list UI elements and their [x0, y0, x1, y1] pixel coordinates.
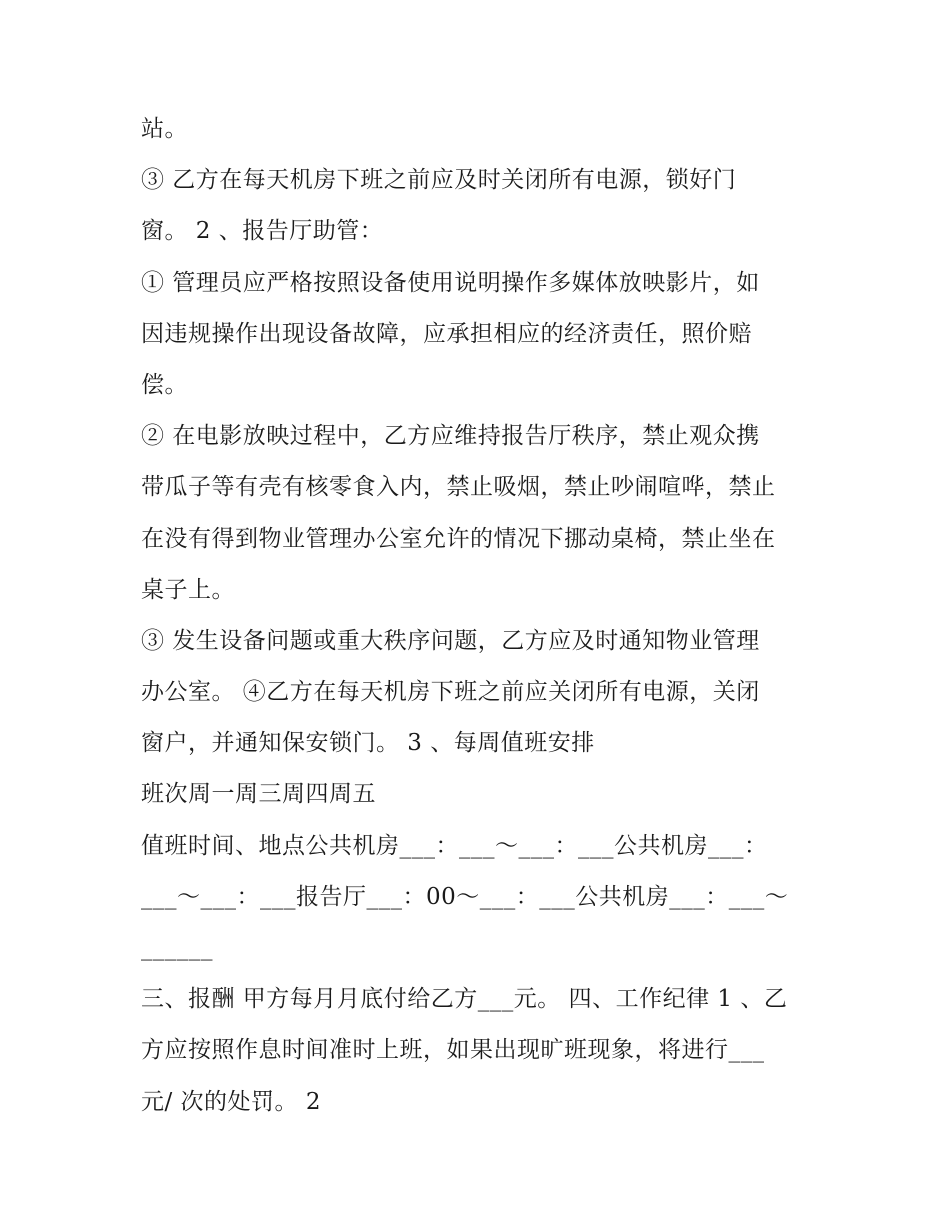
text-line: 办公室。 ④乙方在每天机房下班之前应关闭所有电源，关闭: [141, 679, 760, 706]
text-line: 班次周一周三周四周五: [141, 781, 376, 808]
text-line: ______: [141, 935, 213, 961]
document-body: [141, 104, 821, 1128]
text-line: 在没有得到物业管理办公室允许的情况下挪动桌椅，禁止坐在: [141, 525, 776, 552]
text-line: ③ 乙方在每天机房下班之前应及时关闭所有电源，锁好门: [141, 167, 737, 194]
text-line: ① 管理员应严格按照设备使用说明操作多媒体放映影片，如: [141, 269, 760, 296]
text-line: ③ 发生设备问题或重大秩序问题，乙方应及时通知物业管理: [141, 627, 760, 654]
text-line: 桌子上。: [141, 576, 235, 603]
text-line: 因违规操作出现设备故障，应承担相应的经济责任，照价赔: [141, 320, 752, 347]
text-line: 三、报酬 甲方每月月底付给乙方___元。 四、工作纪律 1 、乙: [141, 986, 788, 1013]
text-line: 站。: [141, 116, 188, 142]
text-line: ___～___：___报告厅___：00～___：___公共机房___：___～: [141, 883, 789, 910]
text-line: 窗。 2 、报告厅助管：: [141, 218, 384, 245]
text-line: 带瓜子等有壳有核零食入内，禁止吸烟，禁止吵闹喧哗，禁止: [141, 474, 776, 501]
text-line: 偿。: [141, 371, 188, 398]
text-line: 窗户，并通知保安锁门。 3 、每周值班安排: [141, 730, 595, 757]
text-line: ② 在电影放映过程中，乙方应维持报告厅秩序，禁止观众携: [141, 423, 760, 450]
text-line: 方应按照作息时间准时上班，如果出现旷班现象，将进行___: [141, 1037, 765, 1064]
text-line: 值班时间、地点公共机房___：___～___：___公共机房___：: [141, 832, 768, 859]
text-line: 元/ 次的处罚。 2: [141, 1088, 322, 1115]
